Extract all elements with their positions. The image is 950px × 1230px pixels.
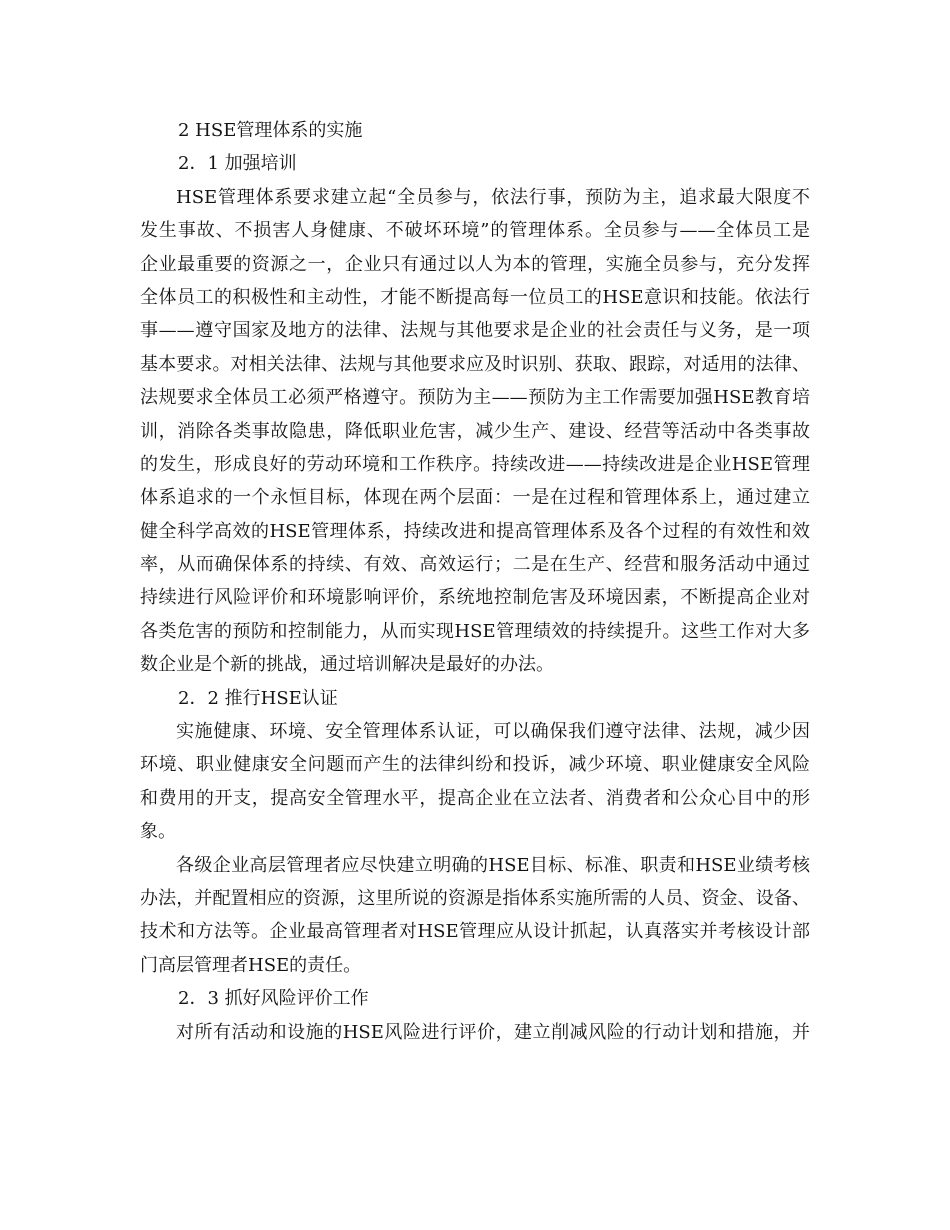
paragraph-line: 对所有活动和设施的HSE风险进行评价，建立削减风险的行动计划和措施，并	[176, 1021, 810, 1043]
paragraph-line: 各级企业高层管理者应尽快建立明确的HSE目标、标准、职责和HSE业绩考核	[176, 854, 810, 876]
paragraph-line: 发生事故、不损害人身健康、不破坏环境”的管理体系。全员参与——全体员工是	[140, 220, 810, 242]
paragraph-line: HSE管理体系要求建立起“全员参与，依法行事，预防为主，追求最大限度不	[176, 186, 810, 208]
paragraph-line: 数企业是个新的挑战，通过培训解决是最好的办法。	[140, 654, 554, 676]
paragraph-line: 训，消除各类事故隐患，降低职业危害，减少生产、建设、经营等活动中各类事故	[140, 420, 810, 442]
paragraph-line: 环境、职业健康安全问题而产生的法律纠纷和投诉，减少环境、职业健康安全风险	[140, 754, 810, 776]
paragraph-line: 和费用的开支，提高安全管理水平，提高企业在立法者、消费者和公众心目中的形	[140, 787, 810, 809]
paragraph-line: 事——遵守国家及地方的法律、法规与其他要求是企业的社会责任与义务，是一项	[140, 320, 810, 342]
paragraph-line: 持续进行风险评价和环境影响评价，系统地控制危害及环境因素，不断提高企业对	[140, 587, 810, 609]
paragraph-line: 各类危害的预防和控制能力，从而实现HSE管理绩效的持续提升。这些工作对大多	[140, 620, 810, 642]
paragraph-line: 技术和方法等。企业最高管理者对HSE管理应从设计抓起，认真落实并考核设计部	[140, 921, 810, 943]
paragraph-line: 企业最重要的资源之一，企业只有通过以人为本的管理，实施全员参与，充分发挥	[140, 253, 810, 275]
subsection-heading: 2．1 加强培训	[178, 153, 297, 175]
subsection-heading: 2．3 抓好风险评价工作	[178, 988, 369, 1010]
paragraph-line: 办法，并配置相应的资源，这里所说的资源是指体系实施所需的人员、资金、设备、	[140, 887, 810, 909]
paragraph-line: 法规要求全体员工必须严格遵守。预防为主——预防为主工作需要加强HSE教育培	[140, 387, 810, 409]
paragraph-line: 体系追求的一个永恒目标，体现在两个层面：一是在过程和管理体系上，通过建立	[140, 487, 810, 509]
paragraph-line: 健全科学高效的HSE管理体系，持续改进和提高管理体系及各个过程的有效性和效	[140, 520, 810, 542]
paragraph-line: 率，从而确保体系的持续、有效、高效运行；二是在生产、经营和服务活动中通过	[140, 554, 810, 576]
paragraph-line: 全体员工的积极性和主动性，才能不断提高每一位员工的HSE意识和技能。依法行	[140, 286, 810, 308]
paragraph-line: 门高层管理者HSE的责任。	[140, 954, 362, 976]
paragraph-line: 实施健康、环境、安全管理体系认证，可以确保我们遵守法律、法规，减少因	[176, 721, 810, 743]
paragraph-line: 的发生，形成良好的劳动环境和工作秩序。持续改进——持续改进是企业HSE管理	[140, 453, 810, 475]
paragraph-line: 象。	[140, 821, 176, 843]
section-heading: 2 HSE管理体系的实施	[178, 120, 363, 141]
paragraph-line: 基本要求。对相关法律、法规与其他要求应及时识别、获取、跟踪，对适用的法律、	[140, 353, 810, 375]
subsection-heading: 2．2 推行HSE认证	[178, 687, 338, 709]
